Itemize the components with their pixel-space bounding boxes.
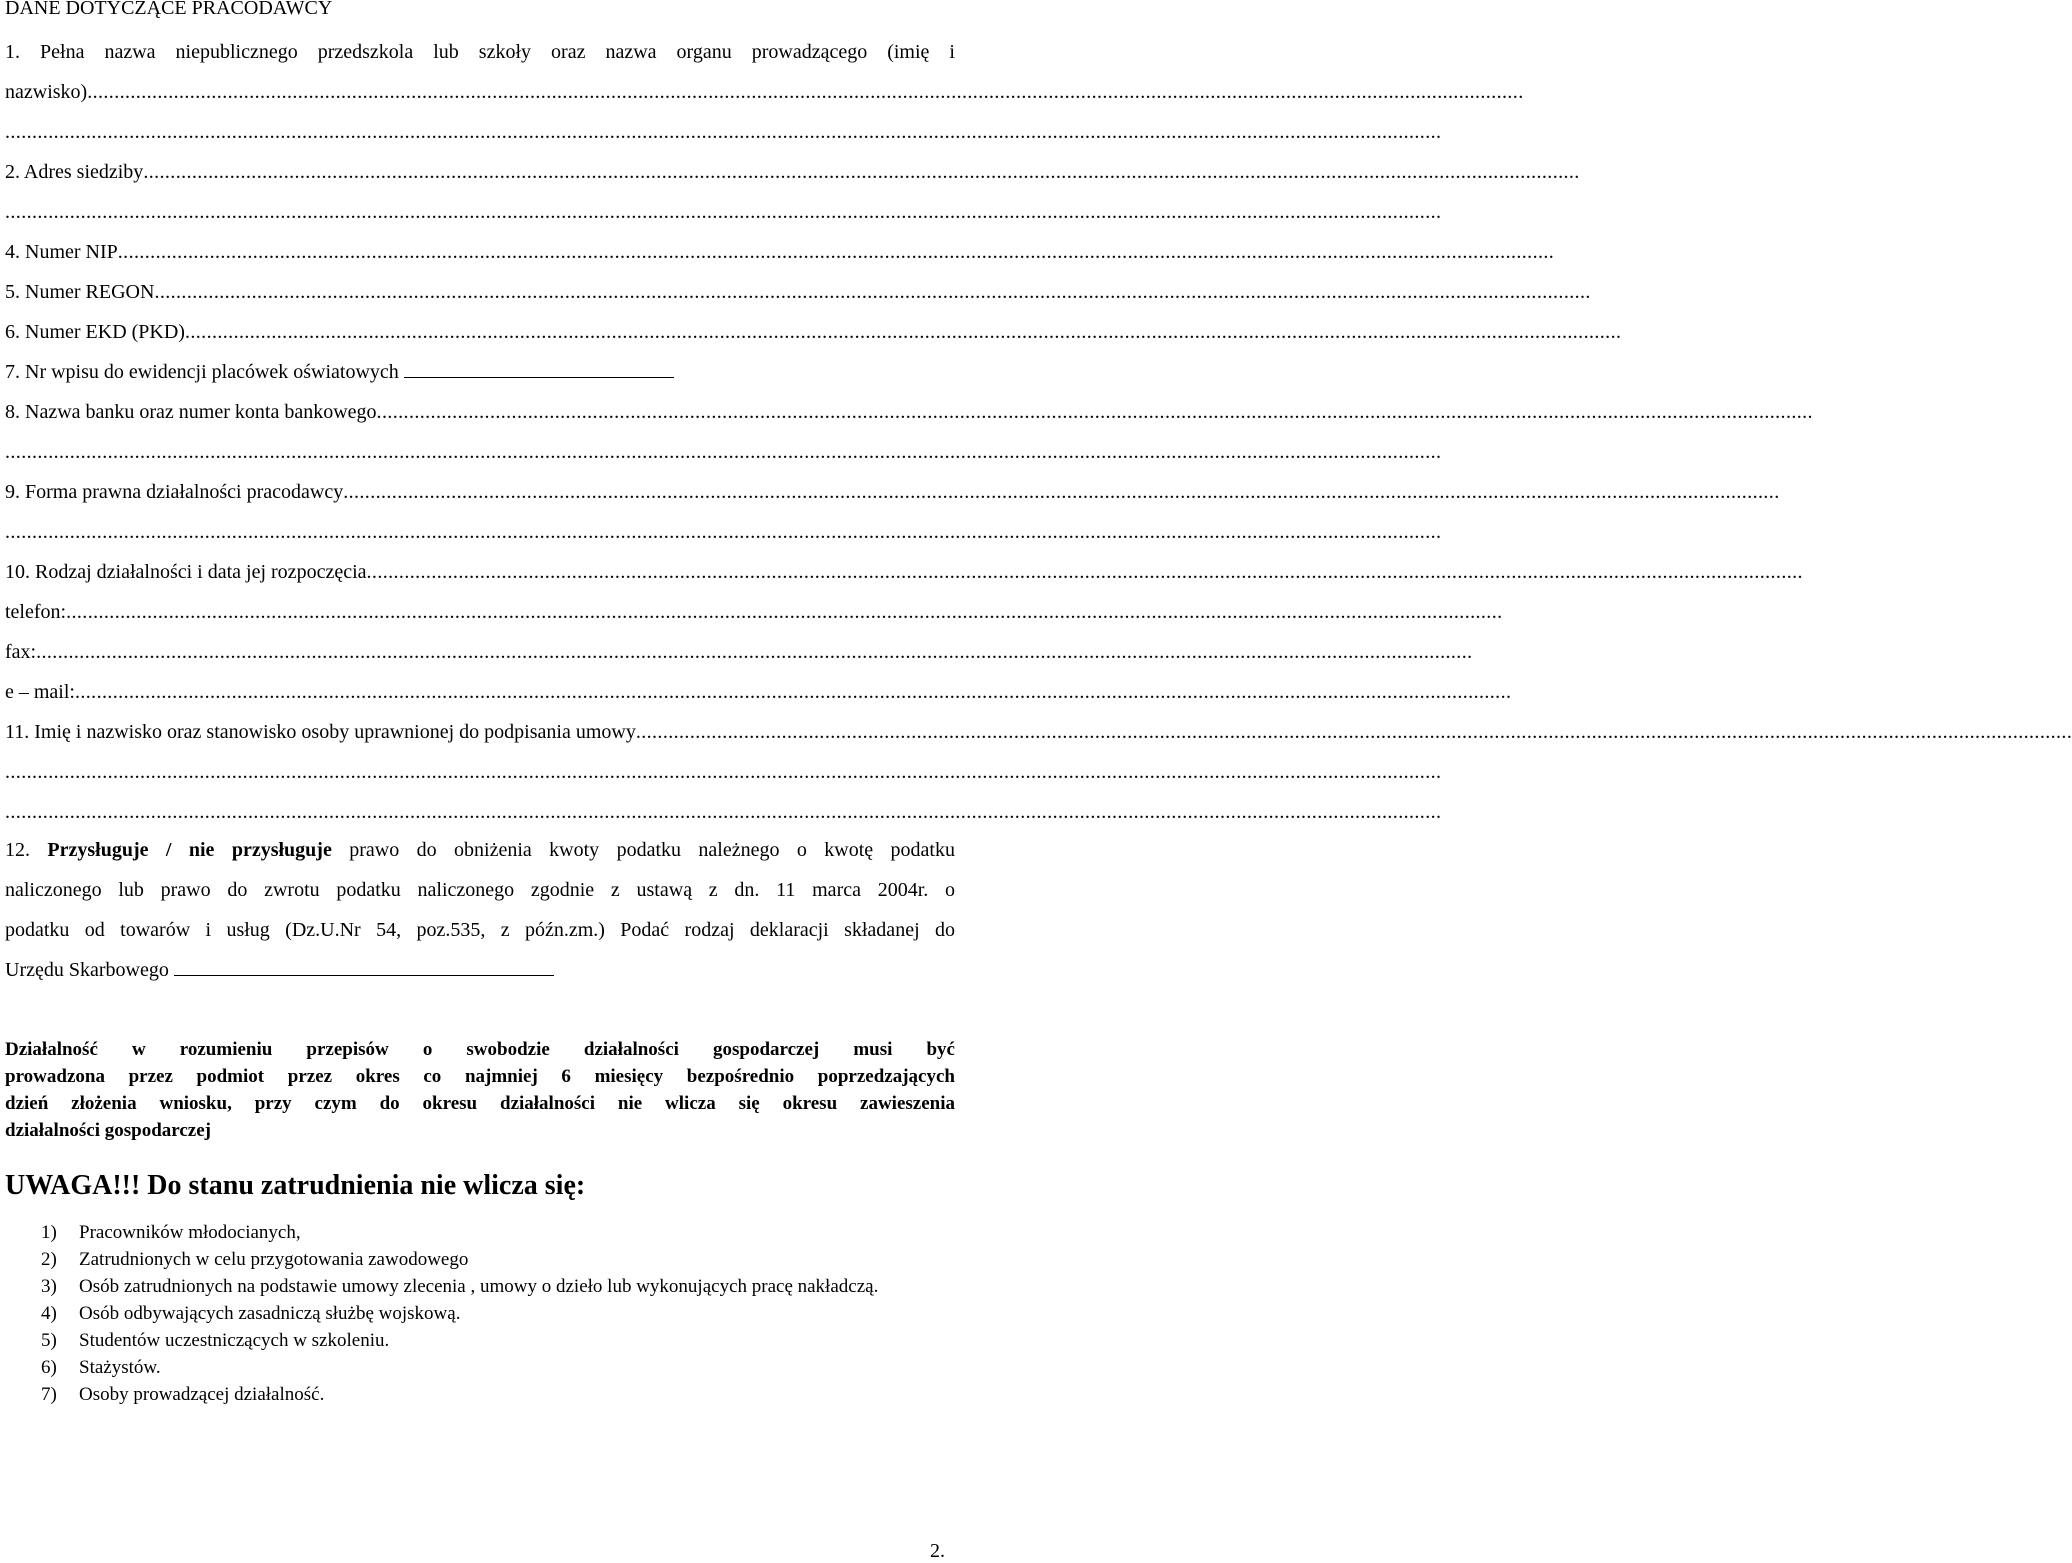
item-12-line-2: naliczonego lub prawo do zwrotu podatku naliczonego zgodnie z ustawą z dn. 11 marca 2004r. o: [5, 879, 955, 901]
item-12-text: prawo do obniżenia kwoty podatku należnego o kwotę podatku: [331, 839, 955, 861]
exclusion-item: [41, 1273, 955, 1300]
field-5-label: 5. Numer REGON: [5, 281, 155, 303]
item-12-line-4: [5, 958, 955, 982]
exclusion-number: 7): [41, 1384, 57, 1405]
item-12-line-3: podatku od towarów i usług (Dz.U.Nr 54, poz.535, z późn.zm.) Podać rodzaj deklaracji składanej do: [5, 919, 955, 941]
field-4-fill: ..........................................................................................................................................................................................................................................................................: [117, 241, 1555, 263]
exclusion-text: Stażystów.: [79, 1357, 161, 1378]
field-1-line-2: [5, 80, 1524, 104]
field-8-label: 8. Nazwa banku oraz numer konta bankowego: [5, 401, 377, 423]
item-12-line-1: [5, 838, 955, 862]
field-2-fill-line: ..........................................................................................................................................................................................................................................................................: [5, 201, 1442, 223]
field-2-label: 2. Adres siedziby: [5, 161, 144, 183]
notice-paragraph: [5, 1036, 955, 1144]
field-fax: [5, 640, 1473, 664]
notice-line-2: prowadzona przez podmiot przez okres co najmniej 6 miesięcy bezpośrednio poprzedzających: [5, 1066, 955, 1087]
item-12-number: 12.: [5, 839, 48, 861]
exclusion-number: 3): [41, 1276, 57, 1297]
exclusion-text: Osób zatrudnionych na podstawie umowy zlecenia , umowy o dzieło lub wykonujących pracę nakładczą.: [79, 1276, 879, 1297]
field-1-label-cont: nazwisko): [5, 81, 88, 103]
telefon-label: telefon:: [5, 601, 67, 623]
notice-line-1: Działalność w rozumieniu przepisów o swobodzie działalności gospodarczej musi być: [5, 1039, 955, 1060]
exclusion-text: Pracowników młodocianych,: [79, 1222, 301, 1243]
exclusion-text: Osoby prowadzącej działalność.: [79, 1384, 325, 1405]
item-12-underline: [174, 961, 554, 976]
page-number: 2.: [930, 1540, 945, 1562]
exclusion-number: 1): [41, 1222, 57, 1243]
field-9-fill: ..........................................................................................................................................................................................................................................................................: [343, 481, 1780, 503]
field-telefon: [5, 600, 1503, 624]
field-7: [5, 360, 955, 384]
field-1-fill: ..........................................................................................................................................................................................................................................................................: [87, 81, 1524, 103]
fax-label: fax:: [5, 641, 37, 663]
field-10: [5, 560, 1803, 584]
notice-line-3: dzień złożenia wniosku, przy czym do okresu działalności nie wlicza się okresu zawieszenia: [5, 1093, 955, 1114]
exclusion-text: Osób odbywających zasadniczą służbę wojskową.: [79, 1303, 461, 1324]
field-8-fill: ..........................................................................................................................................................................................................................................................................: [376, 401, 1813, 423]
exclusion-item: [41, 1381, 955, 1408]
section-header: DANE DOTYCZĄCE PRACODAWCY: [5, 0, 333, 19]
field-1-label: 1. Pełna nazwa niepublicznego przedszkola lub szkoły oraz nazwa organu prowadzącego (imię i: [5, 41, 955, 63]
exclusion-item: [41, 1246, 955, 1273]
field-10-label: 10. Rodzaj działalności i data jej rozpoczęcia: [5, 561, 367, 583]
field-6: [5, 320, 1622, 344]
exclusion-item: [41, 1354, 955, 1381]
exclusion-item: [41, 1300, 955, 1327]
exclusion-number: 2): [41, 1249, 57, 1270]
exclusion-number: 5): [41, 1330, 57, 1351]
item-12-line-4-text: Urzędu Skarbowego: [5, 959, 169, 981]
exclusions-list: [41, 1219, 955, 1408]
field-9-fill-line: ..........................................................................................................................................................................................................................................................................: [5, 521, 1442, 543]
field-email: [5, 680, 1512, 704]
field-8: [5, 400, 1813, 424]
field-11: [5, 720, 2072, 744]
field-2: [5, 160, 1580, 184]
field-4-label: 4. Numer NIP: [5, 241, 118, 263]
telefon-fill: ..........................................................................................................................................................................................................................................................................: [66, 601, 1503, 623]
field-2-fill: ..........................................................................................................................................................................................................................................................................: [143, 161, 1580, 183]
field-9-label: 9. Forma prawna działalności pracodawcy: [5, 481, 344, 503]
exclusion-text: Zatrudnionych w celu przygotowania zawodowego: [79, 1249, 469, 1270]
fax-fill: ..........................................................................................................................................................................................................................................................................: [36, 641, 1473, 663]
field-11-label: 11. Imię i nazwisko oraz stanowisko osoby uprawnionej do podpisania umowy: [5, 721, 636, 743]
field-11-fill-line-2: ..........................................................................................................................................................................................................................................................................: [5, 801, 1442, 823]
field-7-label: 7. Nr wpisu do ewidencji placówek oświatowych: [5, 361, 399, 383]
field-8-fill-line: ..........................................................................................................................................................................................................................................................................: [5, 441, 1442, 463]
item-12-bold: Przysługuje / nie przysługuje: [47, 839, 332, 861]
field-6-label: 6. Numer EKD (PKD): [5, 321, 185, 343]
field-9: [5, 480, 1780, 504]
field-10-fill: ..........................................................................................................................................................................................................................................................................: [366, 561, 1803, 583]
field-4: [5, 240, 1555, 264]
notice-line-4: działalności gospodarczej: [5, 1120, 212, 1141]
email-label: e – mail:: [5, 681, 75, 703]
exclusion-number: 6): [41, 1357, 57, 1378]
exclusion-text: Studentów uczestniczących w szkoleniu.: [79, 1330, 390, 1351]
field-5: [5, 280, 1591, 304]
exclusion-item: [41, 1327, 955, 1354]
field-11-fill: ..........................................................................................................................................................................................................................................................................: [635, 721, 2072, 743]
email-fill: ..........................................................................................................................................................................................................................................................................: [74, 681, 1512, 703]
uwaga-heading: UWAGA!!! Do stanu zatrudnienia nie wlicza się:: [5, 1170, 586, 1201]
field-7-underline: [404, 363, 674, 378]
field-11-fill-line: ..........................................................................................................................................................................................................................................................................: [5, 761, 1442, 783]
field-5-fill: ..........................................................................................................................................................................................................................................................................: [154, 281, 1591, 303]
field-1-fill-line: ..........................................................................................................................................................................................................................................................................: [5, 121, 1442, 143]
field-6-fill: ..........................................................................................................................................................................................................................................................................: [184, 321, 1622, 343]
exclusion-item: [41, 1219, 955, 1246]
exclusion-number: 4): [41, 1303, 57, 1324]
